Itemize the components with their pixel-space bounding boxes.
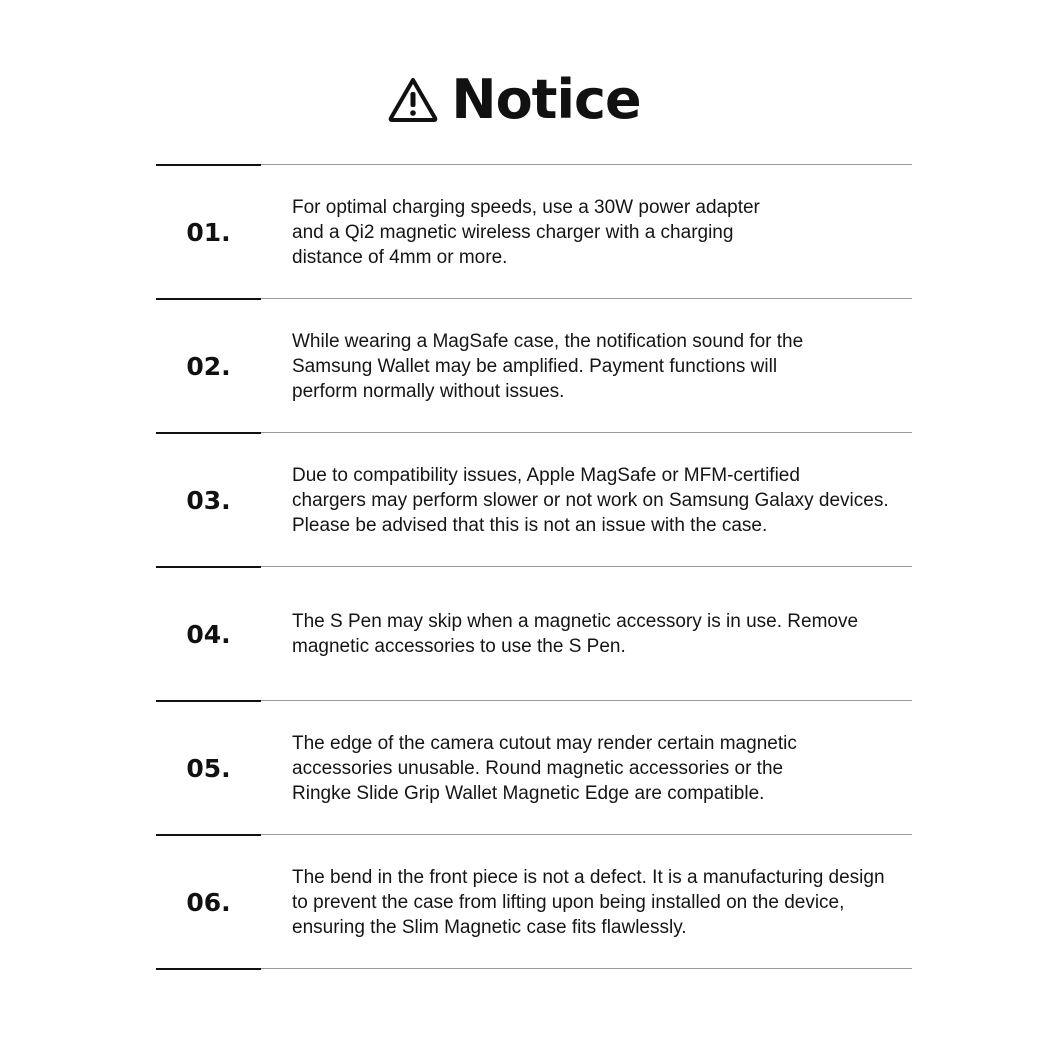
item-text — [292, 434, 917, 566]
item-text-line: accessories unusable. Round magnetic accessories or the — [292, 757, 784, 779]
page-title: Notice — [451, 68, 641, 131]
divider — [156, 968, 912, 970]
item-text-line: While wearing a MagSafe case, the notification sound for the — [292, 330, 804, 352]
item-number: 01. — [186, 217, 231, 247]
item-text-line: to prevent the case from lifting upon being installed on the device, — [292, 891, 845, 913]
item-text-line: Please be advised that this is not an issue with the case. — [292, 514, 768, 536]
notice-item-02 — [156, 300, 912, 432]
notice-list — [156, 164, 912, 970]
warning-icon — [387, 76, 439, 124]
item-text-line: chargers may perform slower or not work on Samsung Galaxy devices. — [292, 489, 889, 511]
item-text-line: ensuring the Slim Magnetic case fits flawlessly. — [292, 916, 687, 938]
item-text — [292, 166, 917, 298]
item-text-line: perform normally without issues. — [292, 380, 565, 402]
item-text — [292, 702, 917, 834]
item-text — [292, 300, 917, 432]
item-text-line: distance of 4mm or more. — [292, 246, 508, 268]
header — [0, 68, 1040, 132]
notice-item-03 — [156, 434, 912, 566]
notice-item-04 — [156, 568, 912, 700]
item-number: 03. — [186, 485, 231, 515]
item-text-line: Samsung Wallet may be amplified. Payment functions will — [292, 355, 778, 377]
item-number: 06. — [186, 887, 231, 917]
item-text — [292, 568, 917, 700]
notice-item-06 — [156, 836, 912, 968]
item-number: 05. — [186, 753, 231, 783]
item-text-line: For optimal charging speeds, use a 30W power adapter — [292, 196, 760, 218]
item-text-line: magnetic accessories to use the S Pen. — [292, 636, 626, 657]
item-text-line: The bend in the front piece is not a defect. It is a manufacturing design — [292, 866, 885, 888]
item-text-line: Due to compatibility issues, Apple MagSafe or MFM-certified — [292, 464, 800, 486]
item-text-line: The S Pen may skip when a magnetic accessory is in use. Remove — [292, 611, 859, 632]
item-text-line: The edge of the camera cutout may render certain magnetic — [292, 732, 797, 754]
item-text-line: and a Qi2 magnetic wireless charger with a charging — [292, 221, 734, 243]
header-inner — [387, 68, 641, 131]
item-number: 02. — [186, 351, 231, 381]
notice-item-01 — [156, 166, 912, 298]
item-number: 04. — [186, 619, 231, 649]
item-text-line: Ringke Slide Grip Wallet Magnetic Edge are compatible. — [292, 782, 765, 804]
item-text — [292, 836, 917, 968]
notice-item-05 — [156, 702, 912, 834]
